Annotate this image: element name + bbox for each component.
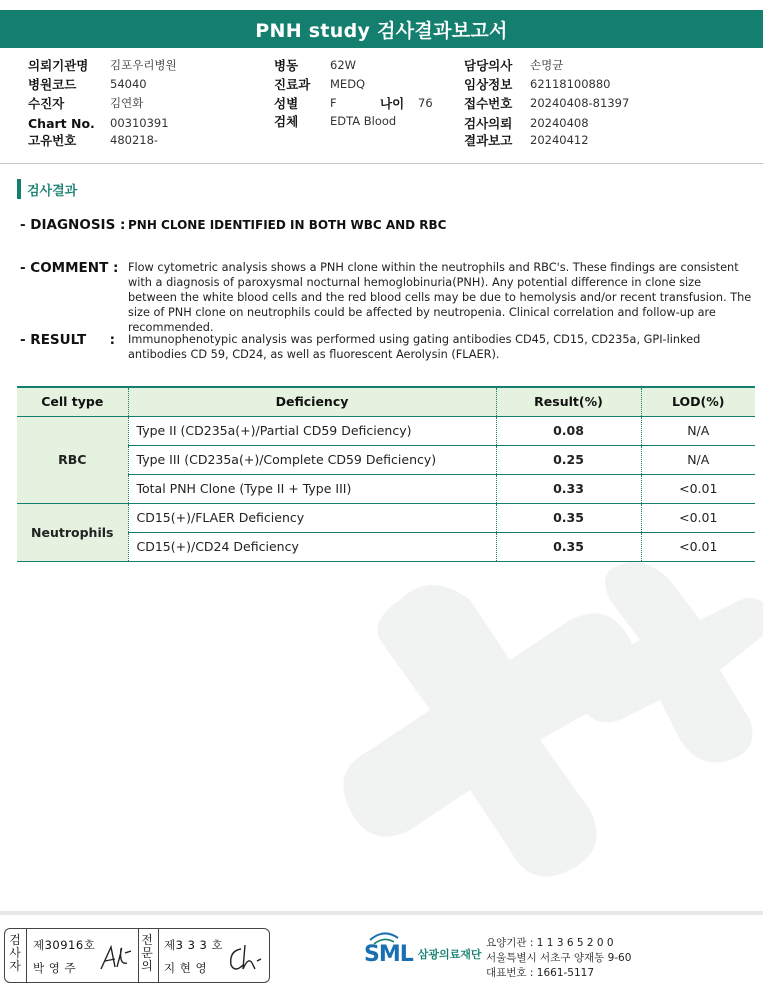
- result-cell: 0.25: [496, 445, 641, 474]
- info-row-ward: [274, 56, 356, 74]
- result-cell: 0.35: [496, 532, 641, 561]
- cell-type-rbc: RBC: [17, 416, 128, 503]
- info-value: 62W: [330, 58, 357, 72]
- report-title: PNH study 검사결과보고서: [0, 10, 763, 48]
- result-cell: 0.08: [496, 416, 641, 445]
- lod-cell: <0.01: [641, 532, 755, 561]
- col-deficiency: Deficiency: [128, 387, 496, 416]
- lod-cell: N/A: [641, 416, 755, 445]
- info-row-chart-no: [28, 114, 169, 132]
- info-row-requesting-institution: [28, 56, 177, 74]
- info-row-hospital-code: [28, 75, 147, 93]
- info-label: 결과보고: [464, 133, 513, 148]
- lod-cell: <0.01: [641, 474, 755, 503]
- info-value: 20240412: [530, 133, 589, 147]
- divider: [0, 163, 763, 164]
- info-label: 검체: [274, 114, 299, 129]
- table-row: [17, 474, 755, 503]
- signature-2-icon: [225, 941, 265, 975]
- section-title: [17, 179, 77, 199]
- diagnosis-text: PNH CLONE IDENTIFIED IN BOTH WBC AND RBC: [128, 218, 447, 232]
- info-value: 20240408: [530, 116, 589, 130]
- comment-text: Flow cytometric analysis shows a PNH clone within the neutrophils and RBC's. These findings are consistent with a diagnosis of paroxysmal nocturnal hemoglobinuria(PNH). Any potential difference in clone size between the white blood cells and the red blood cells may be due to hemolysis and/or recent transfusion. The size of PNH clone on neutrophils could be affected by neutropenia. Clinical correlation and follow-up are recommended.: [128, 261, 752, 334]
- col-lod: LOD(%): [641, 387, 755, 416]
- info-value: 62118100880: [530, 77, 611, 91]
- result-table: [17, 386, 755, 562]
- info-label: 담당의사: [464, 58, 513, 73]
- result-text: Immunophenotypic analysis was performed using gating antibodies CD45, CD15, CD235a, GPI-linked antibodies CD 59, CD24, as well as fluorescent Aerolysin (FLAER).: [128, 333, 701, 361]
- info-row-unique-id: [28, 131, 158, 149]
- result-label: - RESULT :: [20, 332, 116, 348]
- divider: [138, 929, 139, 982]
- info-value: 손명균: [530, 58, 564, 72]
- result-cell: 0.35: [496, 503, 641, 532]
- info-value: 54040: [110, 77, 147, 91]
- info-row-patient-name: [28, 94, 143, 112]
- info-row-clinical-info: [464, 75, 610, 93]
- section-title-text: 검사결과: [27, 183, 78, 199]
- table-row: [17, 532, 755, 561]
- info-label: 검사의뢰: [464, 116, 513, 131]
- info-label: Chart No.: [28, 115, 95, 131]
- info-row-receipt-no: [464, 94, 629, 112]
- info-value: EDTA Blood: [330, 114, 397, 128]
- lod-cell: N/A: [641, 445, 755, 474]
- org-info-line: 서울특별시 서초구 양재동 9-60: [486, 952, 632, 964]
- info-row-sex: [274, 94, 433, 112]
- info-row-department: [274, 75, 365, 93]
- signature-box: [4, 928, 270, 983]
- org-info-line: 대표번호 : 1661-5117: [486, 967, 595, 979]
- deficiency-cell: CD15(+)/CD24 Deficiency: [128, 532, 496, 561]
- org-info-line: 요양기관 : 1 1 3 6 5 2 0 0: [486, 937, 614, 949]
- sig2-license-no: 제3 3 3 호: [164, 938, 224, 952]
- deficiency-cell: Total PNH Clone (Type II + Type III): [128, 474, 496, 503]
- sig1-name: 박 영 주: [33, 961, 77, 975]
- table-row: [17, 445, 755, 474]
- deficiency-cell: Type III (CD235a(+)/Complete CD59 Deficiency): [128, 445, 496, 474]
- info-row-doctor: [464, 56, 563, 74]
- sig2-name: 지 현 영: [164, 961, 208, 975]
- info-row-request-date: [464, 114, 589, 132]
- cell-type-neutrophils: Neutrophils: [17, 503, 128, 561]
- result-cell: 0.33: [496, 474, 641, 503]
- sig1-role-label: 검사자: [9, 933, 21, 973]
- section-marker: [17, 179, 21, 199]
- col-result: Result(%): [496, 387, 641, 416]
- sml-logo-text: SML: [364, 942, 413, 967]
- signature-1-icon: [97, 941, 133, 975]
- info-value: 김연화: [110, 96, 144, 110]
- lod-cell: <0.01: [641, 503, 755, 532]
- comment-label: - COMMENT :: [20, 260, 119, 276]
- info-label: 임상정보: [464, 77, 513, 92]
- divider: [26, 929, 27, 982]
- diagnosis-label: - DIAGNOSIS :: [20, 217, 126, 233]
- col-cell-type: Cell type: [17, 387, 128, 416]
- sig1-license-no: 제30916호: [33, 938, 96, 952]
- info-row-specimen: [274, 112, 396, 130]
- info-value: F: [330, 96, 337, 110]
- watermark-cross-icon: [250, 560, 763, 920]
- info-label: 성별: [274, 96, 299, 111]
- sml-logo: [364, 934, 482, 967]
- org-name: 삼광의료재단: [417, 947, 482, 961]
- divider: [158, 929, 159, 982]
- info-value-age: 76: [418, 96, 433, 110]
- info-label: 병동: [274, 58, 299, 73]
- org-info: [486, 936, 631, 981]
- info-label: 병원코드: [28, 77, 77, 92]
- footer-divider: [0, 911, 763, 915]
- info-value: MEDQ: [330, 77, 366, 91]
- info-label: 의뢰기관명: [28, 58, 89, 73]
- sig2-role-label: 전문의: [141, 933, 153, 973]
- sml-logo-icon: [364, 926, 404, 960]
- info-label: 진료과: [274, 77, 311, 92]
- table-header-row: [17, 387, 755, 416]
- patient-info: [0, 56, 763, 156]
- info-value: 김포우리병원: [110, 58, 177, 72]
- info-row-report-date: [464, 131, 589, 149]
- info-label: 고유번호: [28, 133, 77, 148]
- info-label-age: 나이: [380, 96, 405, 111]
- deficiency-cell: CD15(+)/FLAER Deficiency: [128, 503, 496, 532]
- info-value: 00310391: [110, 116, 169, 130]
- info-label: 접수번호: [464, 96, 513, 111]
- info-value: 480218-: [110, 133, 159, 147]
- table-row: [17, 416, 755, 445]
- info-label: 수진자: [28, 96, 65, 111]
- table-row: [17, 503, 755, 532]
- info-value: 20240408-81397: [530, 96, 630, 110]
- deficiency-cell: Type II (CD235a(+)/Partial CD59 Deficiency): [128, 416, 496, 445]
